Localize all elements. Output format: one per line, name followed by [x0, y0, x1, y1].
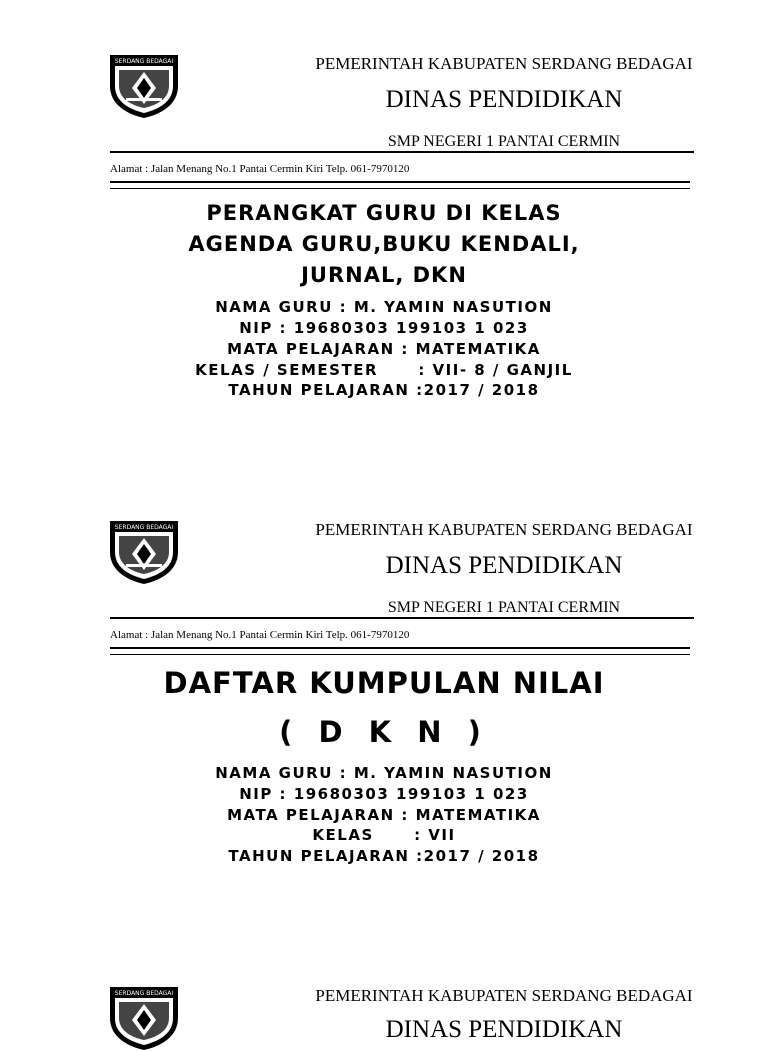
cover1-teacher-name: NAMA GURU : M. YAMIN NASUTION [215, 298, 553, 316]
cover1-academic-year: TAHUN PELAJARAN :2017 / 2018 [228, 381, 540, 399]
cover1-title-line-3: JURNAL, DKN [301, 263, 467, 287]
cover2-subject: MATA PELAJARAN : MATEMATIKA [227, 806, 541, 824]
cover2-class: KELAS : VII [312, 826, 456, 844]
cover2-title-line-2: ( D K N ) [279, 715, 489, 749]
svg-text:SERDANG BEDAGAI: SERDANG BEDAGAI [114, 524, 174, 531]
school-address: Alamat : Jalan Menang No.1 Pantai Cermin Kiri Telp. 061-7970120 [110, 163, 410, 175]
cover2-teacher-name: NAMA GURU : M. YAMIN NASUTION [215, 764, 553, 782]
school-name: SMP NEGERI 1 PANTAI CERMIN [387, 599, 621, 616]
government-name: PEMERINTAH KABUPATEN SERDANG BEDAGAI [315, 986, 693, 1005]
cover2-nip: NIP : 19680303 199103 1 023 [239, 785, 529, 803]
header-rule [110, 617, 694, 619]
cover2-academic-year: TAHUN PELAJARAN :2017 / 2018 [228, 847, 540, 865]
government-name: PEMERINTAH KABUPATEN SERDANG BEDAGAI [315, 520, 693, 539]
department-name: DINAS PENDIDIKAN [385, 552, 623, 579]
cover1-nip: NIP : 19680303 199103 1 023 [239, 319, 529, 337]
government-name: PEMERINTAH KABUPATEN SERDANG BEDAGAI [315, 54, 693, 73]
double-rule [110, 647, 690, 655]
cover1-title-line-1: PERANGKAT GURU DI KELAS [206, 201, 562, 225]
department-name: DINAS PENDIDIKAN [385, 86, 623, 113]
cover1-title-line-2: AGENDA GURU,BUKU KENDALI, [188, 232, 580, 256]
svg-text:SERDANG BEDAGAI: SERDANG BEDAGAI [114, 58, 174, 65]
school-name: SMP NEGERI 1 PANTAI CERMIN [387, 133, 621, 150]
svg-text:SERDANG BEDAGAI: SERDANG BEDAGAI [114, 990, 174, 997]
school-address: Alamat : Jalan Menang No.1 Pantai Cermin Kiri Telp. 061-7970120 [110, 629, 410, 641]
cover2-title-line-1: DAFTAR KUMPULAN NILAI [163, 666, 605, 700]
department-name-partial: DINAS PENDIDIKAN [385, 1016, 623, 1043]
cover1-class-semester: KELAS / SEMESTER : VII- 8 / GANJIL [195, 361, 573, 379]
cover1-subject: MATA PELAJARAN : MATEMATIKA [227, 340, 541, 358]
